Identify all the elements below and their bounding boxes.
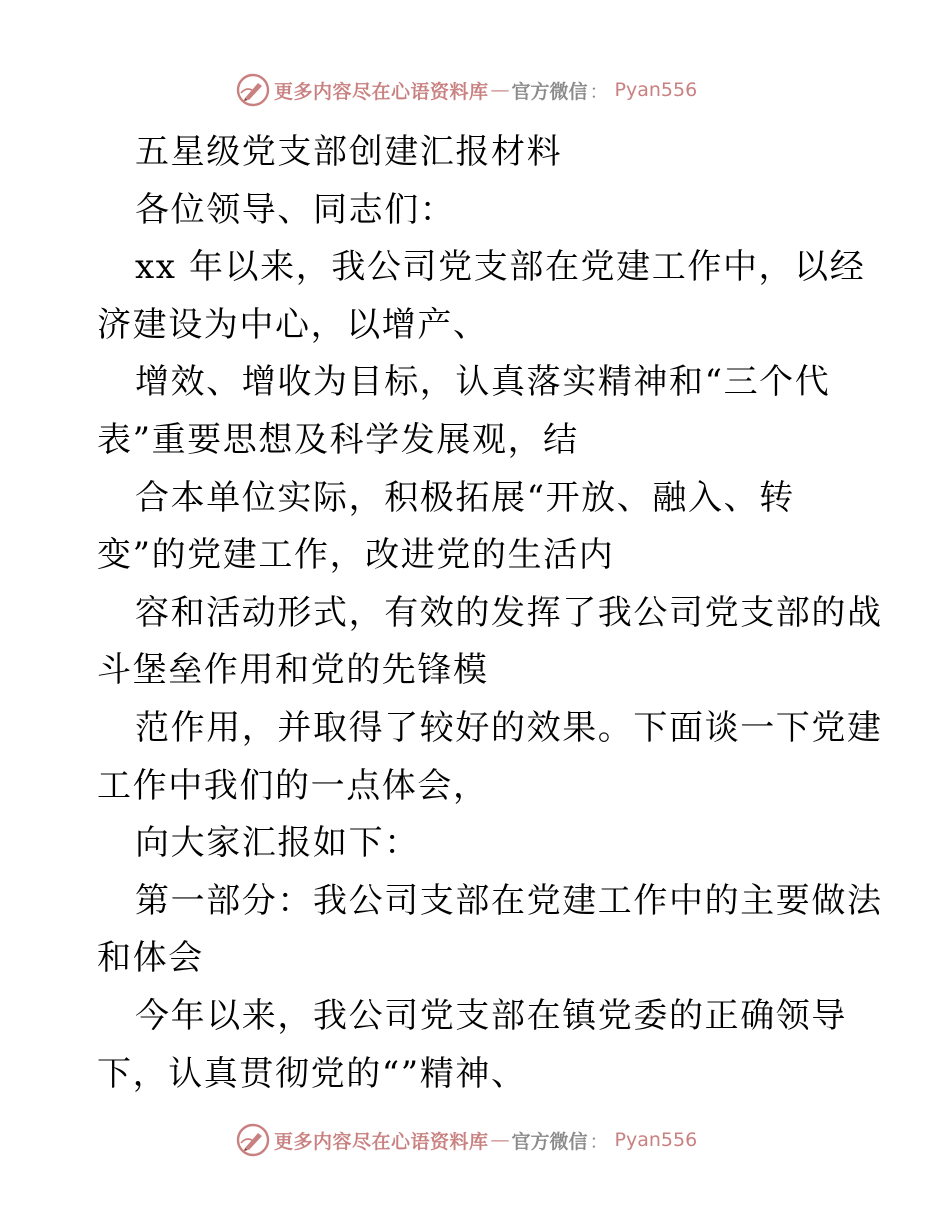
- paragraph-line: 范作用，并取得了较好的效果。下面谈一下党建: [135, 707, 883, 748]
- watermark-dash: —: [490, 79, 510, 101]
- salutation: 各位领导、同志们：: [135, 189, 456, 230]
- paragraph-line: 今年以来，我公司党支部在镇党委的正确领导: [135, 995, 847, 1036]
- watermark-separator: ：: [589, 1130, 609, 1153]
- paragraph-line: 容和活动形式，有效的发挥了我公司党支部的战: [135, 592, 883, 633]
- watermark-wechat-label: 官方微信: [511, 1130, 588, 1153]
- paragraph-line: 变”的党建工作，改进党的生活内: [97, 535, 615, 576]
- header-watermark: [236, 73, 697, 107]
- paragraph-line: 向大家汇报如下：: [135, 823, 420, 864]
- pen-logo-icon: [236, 73, 270, 107]
- footer-watermark: [236, 1123, 697, 1157]
- paragraph-line: 表”重要思想及科学发展观，结: [97, 419, 579, 460]
- paragraph-line: 工作中我们的一点体会，: [97, 765, 489, 806]
- paragraph-line: 合本单位实际，积极拓展“开放、融入、转: [135, 477, 795, 518]
- paragraph-line: 下，认真贯彻党的“”精神、: [97, 1053, 527, 1094]
- watermark-wechat-label: 官方微信: [511, 80, 588, 103]
- watermark-separator: ：: [589, 80, 609, 103]
- watermark-wechat-id: Pyan556: [614, 79, 698, 101]
- watermark-brand: 更多内容尽在心语资料库: [274, 80, 489, 103]
- document-title: 五星级党支部创建汇报材料: [135, 132, 563, 172]
- document-body: [97, 124, 883, 1103]
- paragraph-line: xx 年以来，我公司党支部在党建工作中，以经: [135, 247, 866, 288]
- paragraph-line: 济建设为中心，以增产、: [97, 304, 489, 345]
- watermark-wechat-id: Pyan556: [614, 1129, 698, 1151]
- section-heading: 第一部分：我公司支部在党建工作中的主要做法: [135, 880, 883, 921]
- watermark-brand: 更多内容尽在心语资料库: [274, 1130, 489, 1153]
- section-heading-continued: 和体会: [97, 938, 204, 979]
- paragraph-line: 增效、增收为目标，认真落实精神和“三个代: [135, 362, 831, 403]
- watermark-dash: —: [490, 1129, 510, 1151]
- pen-logo-icon: [236, 1123, 270, 1157]
- paragraph-line: 斗堡垒作用和党的先锋模: [97, 650, 489, 691]
